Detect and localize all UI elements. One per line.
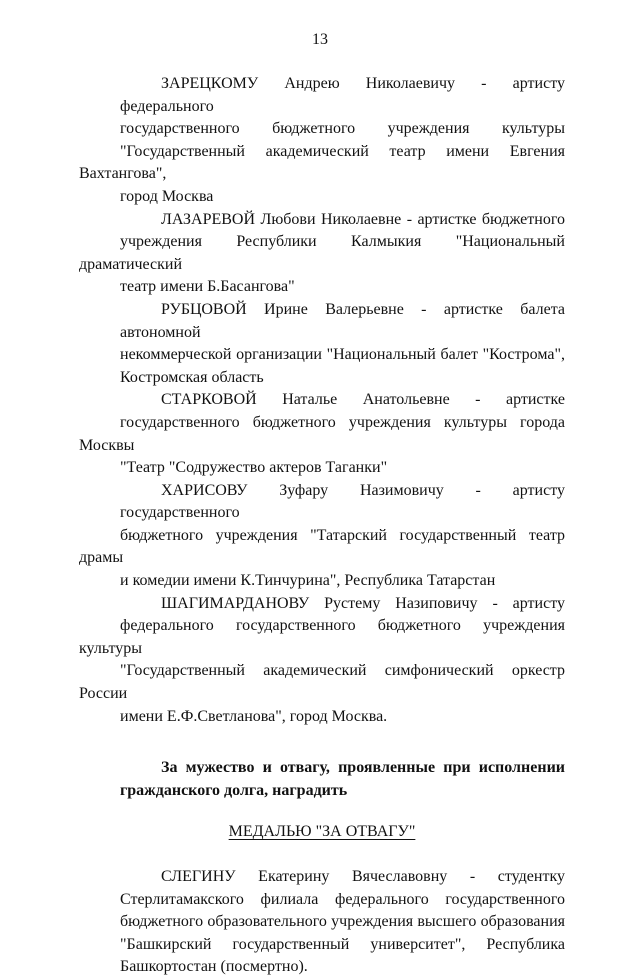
entry-line: Башкортостан (посмертно). bbox=[120, 958, 308, 976]
awardee-entry-shagimardanov bbox=[79, 593, 565, 729]
entry-line: город Москва bbox=[120, 187, 214, 205]
entry-line: имени Е.Ф.Светланова", город Москва. bbox=[120, 707, 388, 725]
awardee-entry-lazareva bbox=[79, 209, 565, 299]
awardee-entry-slegina bbox=[79, 866, 565, 979]
entry-line: ШАГИМАРДАНОВУ Рустему Назиповичу - артисту bbox=[161, 594, 565, 612]
entry-line: ЛАЗАРЕВОЙ Любови Николаевне - артистке бюджетного bbox=[161, 210, 565, 228]
entry-line: федерального государственного бюджетного учреждения культуры bbox=[79, 617, 565, 657]
awardee-entry-rubtsova bbox=[79, 299, 565, 389]
entry-line: государственного бюджетного учреждения культуры города Москвы bbox=[79, 413, 565, 454]
entry-line: бюджетного образовательного учреждения высшего образования bbox=[120, 913, 565, 931]
entry-line: ХАРИСОВУ Зуфару Назимовичу - артисту государственного bbox=[120, 481, 565, 522]
entry-line: "Башкирский государственный университет", Республика bbox=[120, 935, 565, 953]
awardee-entry-starkova bbox=[79, 389, 565, 479]
entry-line: некоммерческой организации "Национальный балет "Кострома", bbox=[120, 346, 565, 364]
award-heading-line: гражданского долга, наградить bbox=[120, 781, 348, 799]
entry-line: учреждения Республики Калмыкия "Национальный драматический bbox=[79, 233, 565, 273]
entry-line: Костромская область bbox=[120, 368, 264, 386]
entry-line: СЛЕГИНУ Екатерину Вячеславовну - студентку bbox=[161, 868, 565, 885]
entry-line: ЗАРЕЦКОМУ Андрею Николаевичу - артисту федерального bbox=[120, 75, 565, 115]
awardee-entry-zaretsky bbox=[79, 73, 565, 209]
entry-line: государственного бюджетного учреждения культуры bbox=[120, 120, 565, 138]
entry-line: театр имени Б.Басангова" bbox=[120, 278, 295, 296]
award-heading bbox=[79, 757, 565, 802]
award-heading-line: За мужество и отвагу, проявленные при исполнении bbox=[161, 759, 565, 777]
entry-line: РУБЦОВОЙ Ирине Валерьевне - артистке балета автономной bbox=[120, 300, 565, 341]
entry-line: "Государственный академический театр имени Евгения Вахтангова", bbox=[79, 142, 565, 183]
entry-line: бюджетного учреждения "Татарский государственный театр драмы bbox=[79, 526, 565, 567]
entry-line: Стерлитамакского филиала федерального государственного bbox=[120, 890, 565, 908]
page-number: 13 bbox=[312, 31, 328, 48]
medal-title: МЕДАЛЬЮ "ЗА ОТВАГУ" bbox=[228, 823, 416, 841]
document-body bbox=[79, 73, 565, 979]
entry-line: и комедии имени К.Тинчурина", Республика Татарстан bbox=[120, 572, 496, 590]
entry-line: "Государственный академический симфонический оркестр России bbox=[79, 662, 565, 703]
entry-line: "Театр "Содружество актеров Таганки" bbox=[120, 459, 388, 477]
entry-line: СТАРКОВОЙ Наталье Анатольевне - артистке bbox=[161, 391, 565, 409]
awardee-entry-kharisov bbox=[79, 480, 565, 593]
